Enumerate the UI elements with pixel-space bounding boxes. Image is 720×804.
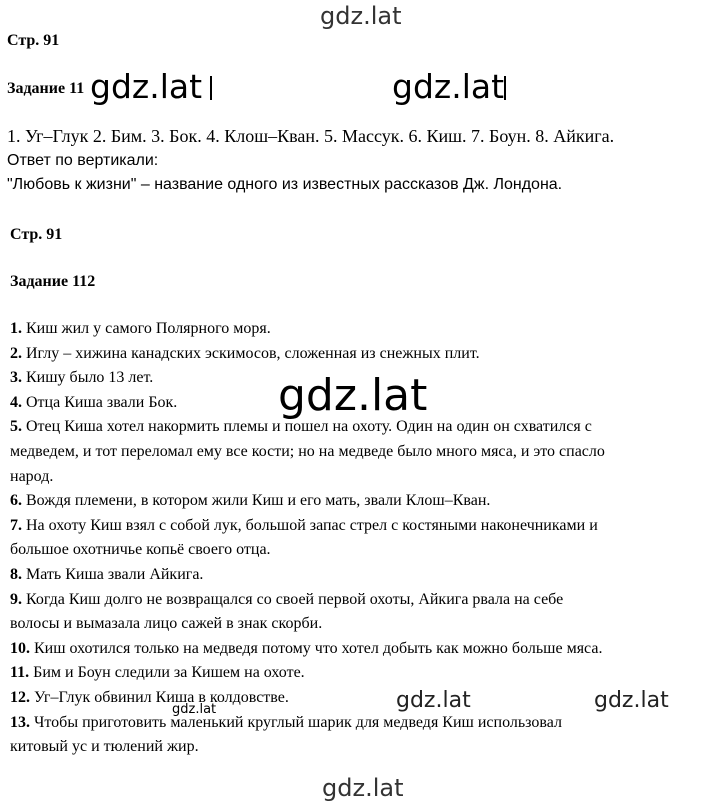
watermark-large-right: gdz.lat	[392, 67, 505, 106]
vertical-label: Ответ по вертикали:	[7, 152, 159, 169]
answer-item-line: 3. Кишу было 13 лет.	[10, 369, 154, 387]
answer-item-line: 4. Отца Киша звали Бок.	[10, 393, 178, 411]
watermark-center: gdz.lat	[278, 370, 428, 421]
answers-line: 1. Уг–Глук 2. Бим. 3. Бок. 4. Клош–Кван. 5. Массук. 6. Киш. 7. Боун. 8. Айкига.	[7, 126, 615, 146]
answer-number: 1.	[10, 320, 22, 337]
answer-item-line: 10. Киш охотился только на медведя потому что хотел добыть как можно больше мяса.	[10, 639, 603, 657]
watermark-small: gdz.lat	[172, 702, 217, 717]
watermark-large-left: gdz.lat	[90, 67, 203, 106]
answer-item-line: народ.	[10, 467, 54, 485]
page-label-1: Стр. 91	[7, 32, 60, 49]
answer-item-line: 9. Когда Киш долго не возвращался со своей первой охоты, Айкига рвала на себе	[10, 590, 564, 608]
answer-number: 6.	[10, 492, 22, 510]
answer-item-line: 1. Киш жил у самого Полярного моря.	[10, 320, 271, 337]
answer-number: 12.	[10, 689, 30, 706]
answer-number: 13.	[10, 713, 30, 731]
watermark-bottom: gdz.lat	[322, 774, 404, 802]
answer-item-line: 12. Уг–Глук обвинил Киша в колдовстве.	[10, 689, 289, 706]
answer-item-line: 8. Мать Киша звали Айкига.	[10, 566, 204, 583]
answer-item-line: волосы и вымазала лицо сажей в знак скорби.	[10, 615, 323, 633]
answer-number: 9.	[10, 590, 22, 608]
answer-item-line: китовый ус и тюлений жир.	[10, 738, 199, 756]
watermark-lower-2: gdz.lat	[594, 688, 669, 713]
answer-item-line: 7. На охоту Киш взял с собой лук, большой запас стрел с костяными наконечниками и	[10, 516, 598, 534]
answer-number: 3.	[10, 369, 22, 387]
answer-item-line: 2. Иглу – хижина канадских эскимосов, сложенная из снежных плит.	[10, 344, 480, 362]
watermark-cursor	[210, 76, 212, 100]
answer-item-line: 13. Чтобы приготовить маленький круглый шарик для медведя Киш использовал	[10, 713, 562, 731]
watermark-top: gdz.lat	[320, 2, 402, 30]
answer-number: 11.	[10, 664, 30, 682]
answer-item-line: 5. Отец Киша хотел накормить племы и пошел на охоту. Один на один он схватился с	[10, 418, 592, 436]
answer-number: 4.	[10, 393, 22, 411]
answer-number: 10.	[10, 639, 30, 657]
page-label-2: Стр. 91	[10, 226, 63, 243]
watermark-cursor	[504, 76, 506, 100]
answer-item-line: медведем, и тот переломал ему все кости; но на медведе было много мяса, и это спасло	[10, 443, 605, 460]
task-label-1: Задание 11	[7, 80, 85, 97]
watermark-lower-1: gdz.lat	[396, 688, 471, 713]
answer-item-line: большое охотничье копьё своего отца.	[10, 541, 271, 559]
answer-number: 7.	[10, 516, 22, 534]
answer-item-line: 6. Вождя племени, в котором жили Киш и его мать, звали Клош–Кван.	[10, 492, 491, 510]
answer-item-line: 11. Бим и Боун следили за Кишем на охоте.	[10, 664, 305, 682]
answer-number: 2.	[10, 344, 22, 362]
answer-number: 5.	[10, 418, 22, 436]
vertical-answer: "Любовь к жизни" – название одного из известных рассказов Дж. Лондона.	[7, 176, 563, 193]
answer-number: 8.	[10, 566, 22, 583]
task-label-2: Задание 112	[10, 273, 96, 290]
